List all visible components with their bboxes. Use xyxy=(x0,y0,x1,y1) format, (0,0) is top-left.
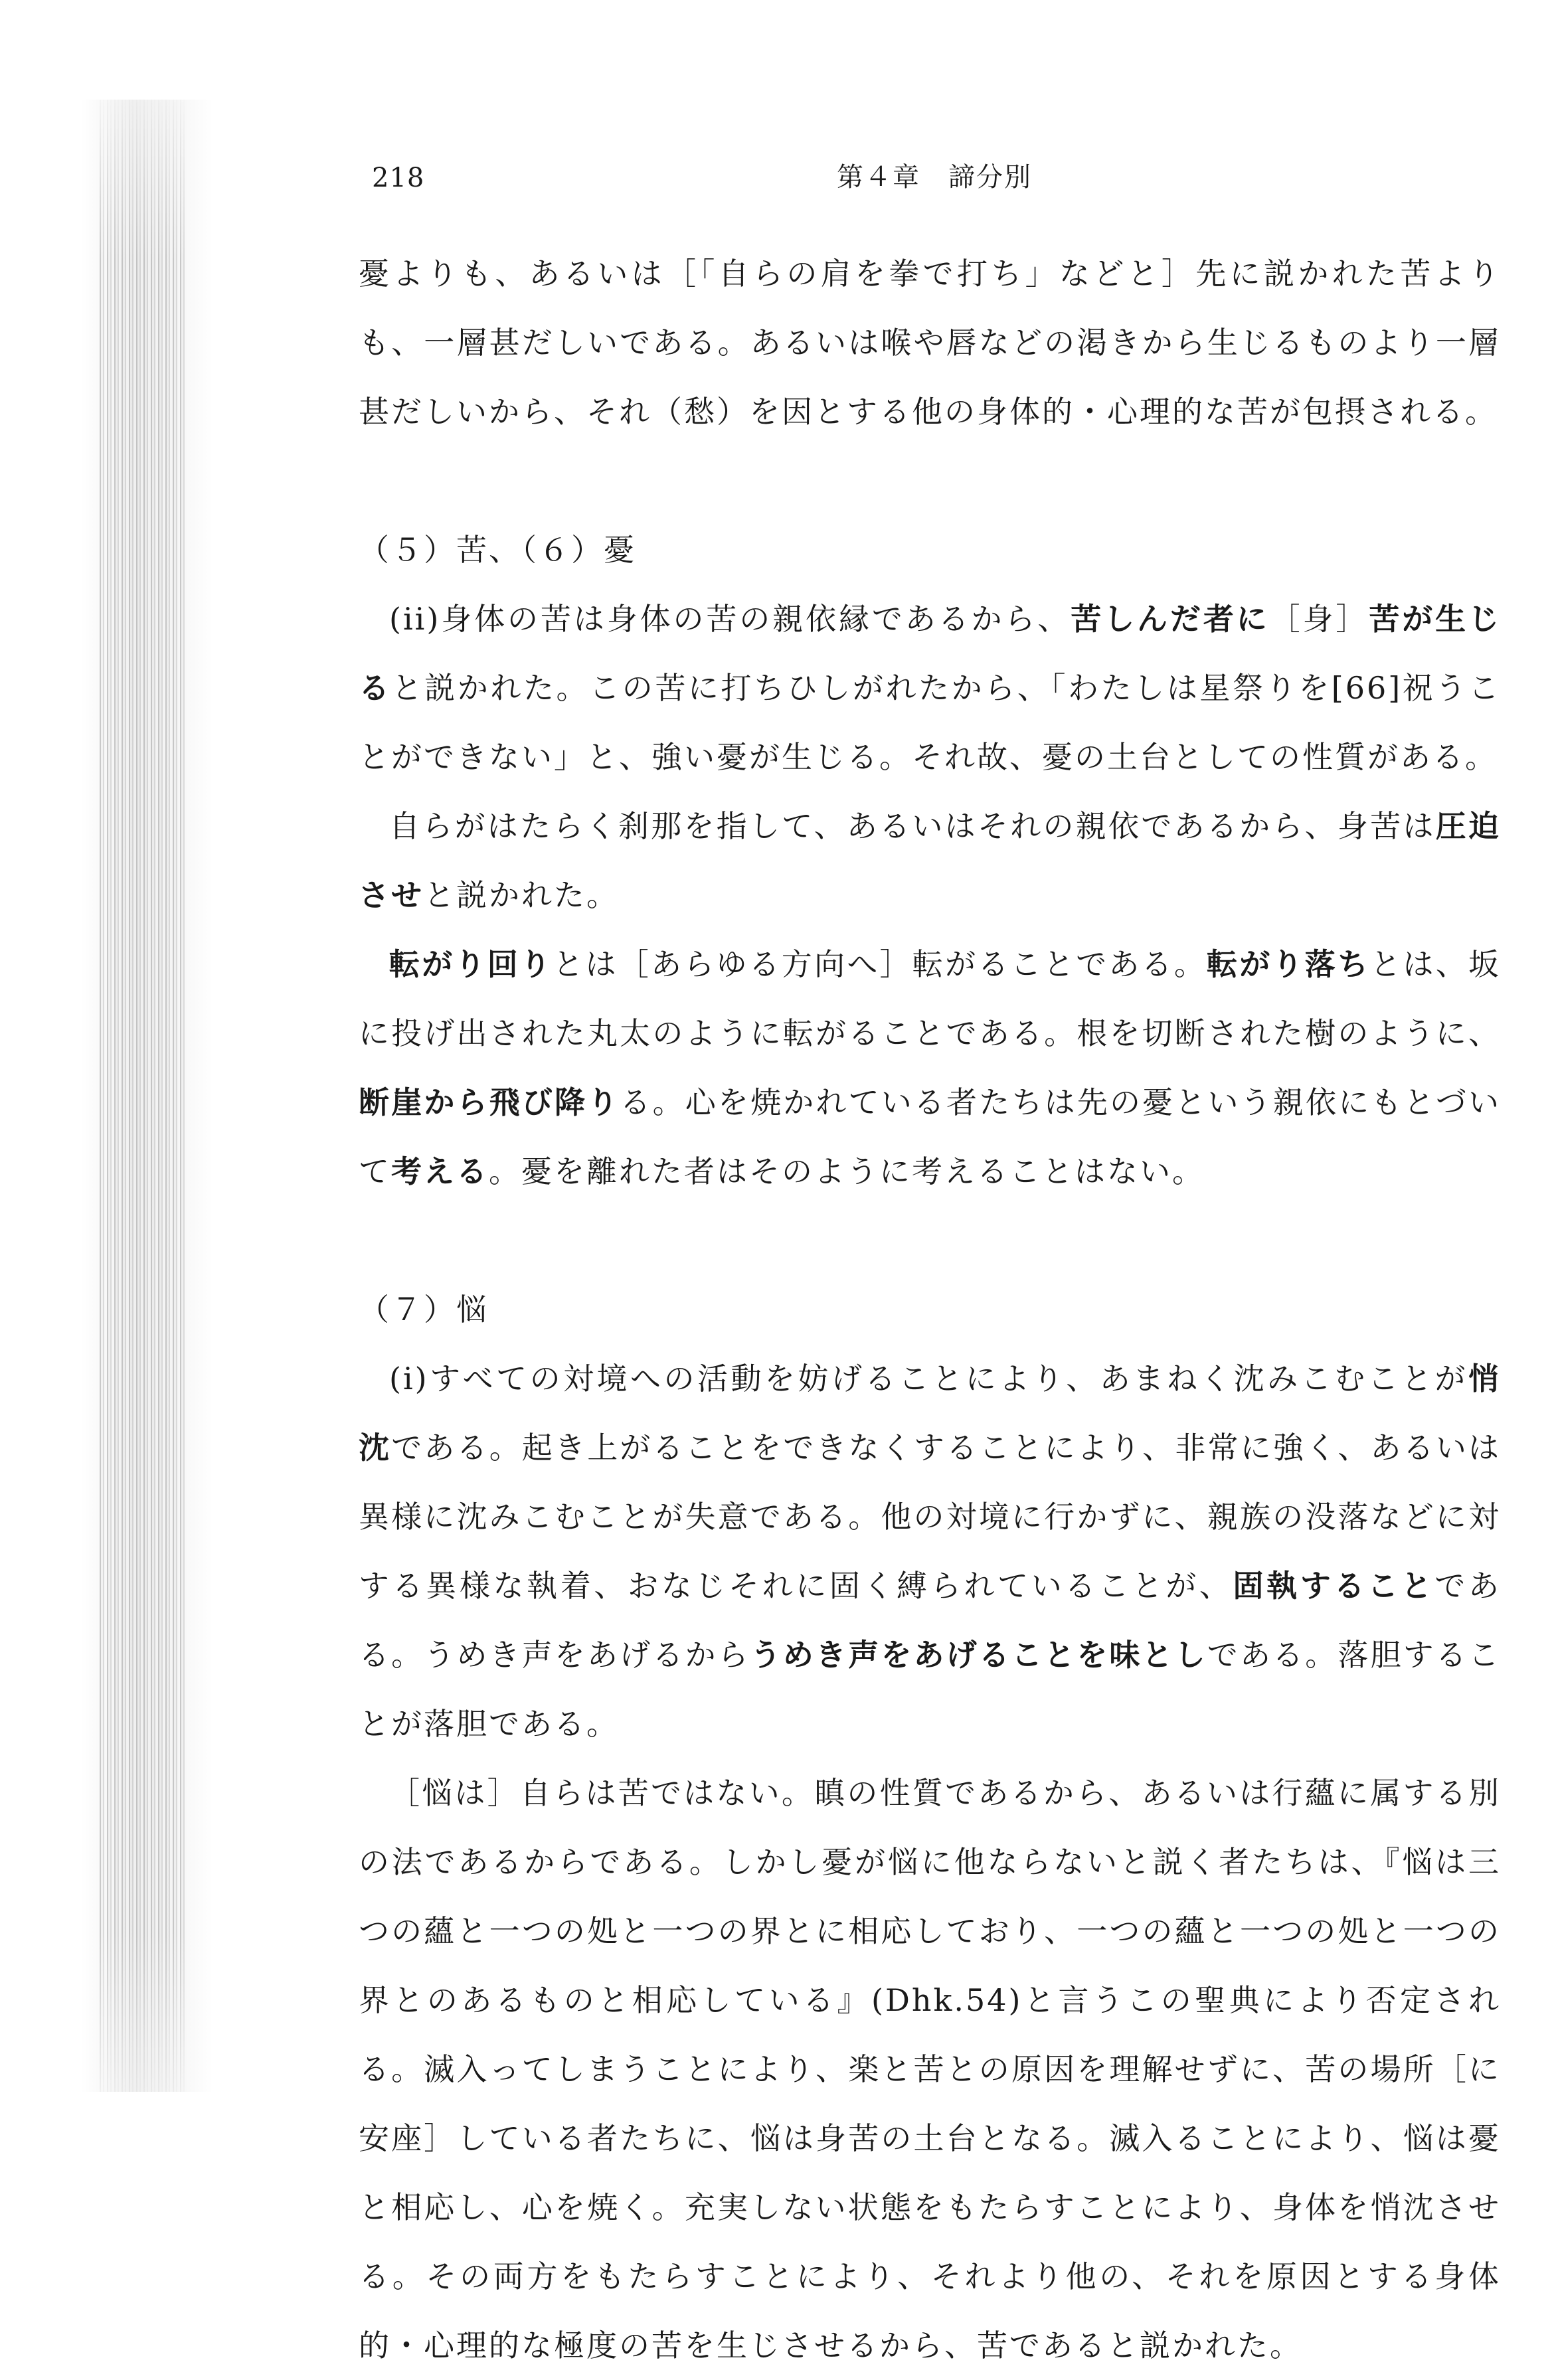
text-run: と説かれた。この苦に打ちひしがれたから、「わたしは星祭りを[66]祝うことができない」と、強い憂が生じる。それ故、憂の土台としての性質がある。 xyxy=(359,670,1501,775)
text-run: である。うめき声をあげるから xyxy=(359,1568,1502,1673)
running-head: 第４章 諦分別 xyxy=(837,162,1032,193)
text-run: (ii)身体の苦は身体の苦の親依縁であるから、 xyxy=(389,601,1071,637)
book-page xyxy=(359,146,1502,2363)
bold-term: 断崖から飛び降り xyxy=(359,1084,620,1120)
section-heading-5-6: （５）苦、（６）憂 xyxy=(359,532,636,568)
page-number: 218 xyxy=(372,163,425,193)
text-run: (i)すべての対境への活動を妨げることにより、あまねく沈みこむことが xyxy=(389,1361,1468,1397)
bold-term: 転がり回り xyxy=(389,946,553,982)
paragraph: ［悩は］自らは苦ではない。瞋の性質であるから、あるいは行蘊に属する別の法であるからである。しかし憂が悩に他ならないと説く者たちは、『悩は三つの蘊と一つの処と一つの界とに相応しており、一つの蘊と一つの処と一つの界とのあるものと相応している』(Dhk.54)と言うこの聖典により否定される。滅入ってしまうことにより、楽と苦との原因を理解せずに、苦の場所［に安座］している者たちに、悩は身苦の土台となる。滅入ることにより、悩は憂と相応し、心を焼く。充実しない状態をもたらすことにより、身体を悄沈させる。その両方をもたらすことにより、それより他の、それを原因とする身体的・心理的な極度の苦を生じさせるから、苦であると説かれた。 xyxy=(359,1775,1502,2363)
bold-term: うめき声をあげることを味とし xyxy=(750,1637,1207,1673)
text-run: である。落胆することが落胆である。 xyxy=(359,1637,1502,1742)
page-body xyxy=(359,239,1501,2380)
bold-term: 転がり落ち xyxy=(1207,946,1371,982)
paragraph xyxy=(359,1344,1501,1758)
text-run: である。起き上がることをできなくすることにより、非常に強く、あるいは異様に沈みこむことが失意である。他の対境に行かずに、親族の没落などに対する異様な執着、おなじそれに固く縛られていることが、 xyxy=(359,1430,1501,1604)
text-run: ［身］ xyxy=(1269,601,1369,637)
bold-term: 考える xyxy=(391,1153,489,1189)
page-header xyxy=(359,146,1501,199)
paragraph xyxy=(359,930,1501,1206)
text-run: 自らがはたらく刹那を指して、あるいはそれの親依であるから、身苦は xyxy=(389,808,1436,844)
paragraph xyxy=(359,792,1501,930)
text-run: とは、坂に投げ出された丸太のように転がることである。根を切断された樹のように、 xyxy=(359,946,1502,1051)
section-heading-7: （７）悩 xyxy=(359,1292,489,1327)
paragraph xyxy=(359,584,1501,792)
bold-term: 固執すること xyxy=(1233,1568,1435,1604)
bold-term: 圧迫させ xyxy=(359,808,1501,913)
bold-term: 悄沈 xyxy=(359,1361,1501,1466)
text-run: とは［あらゆる方向へ］転がることである。 xyxy=(553,946,1207,982)
binding-gutter xyxy=(100,100,186,2092)
text-run: 。憂を離れた者はそのように考えることはない。 xyxy=(489,1153,1205,1189)
paragraph: 憂よりも、あるいは［「自らの肩を拳で打ち」などと］先に説かれた苦よりも、一層甚だしいである。あるいは喉や唇などの渇きから生じるものより一層甚だしいから、それ（愁）を因とする他の身体的・心理的な苦が包摂される。 xyxy=(359,256,1502,430)
text-run: と説かれた。 xyxy=(424,877,619,913)
bold-term: 苦が生じる xyxy=(359,601,1502,706)
section-spacer xyxy=(359,446,1501,515)
section-spacer xyxy=(359,1206,1501,1275)
text-run: る。心を焼かれている者たちは先の憂という親依にもとづいて xyxy=(359,1084,1501,1189)
bold-term: 苦しんだ者に xyxy=(1071,601,1270,637)
